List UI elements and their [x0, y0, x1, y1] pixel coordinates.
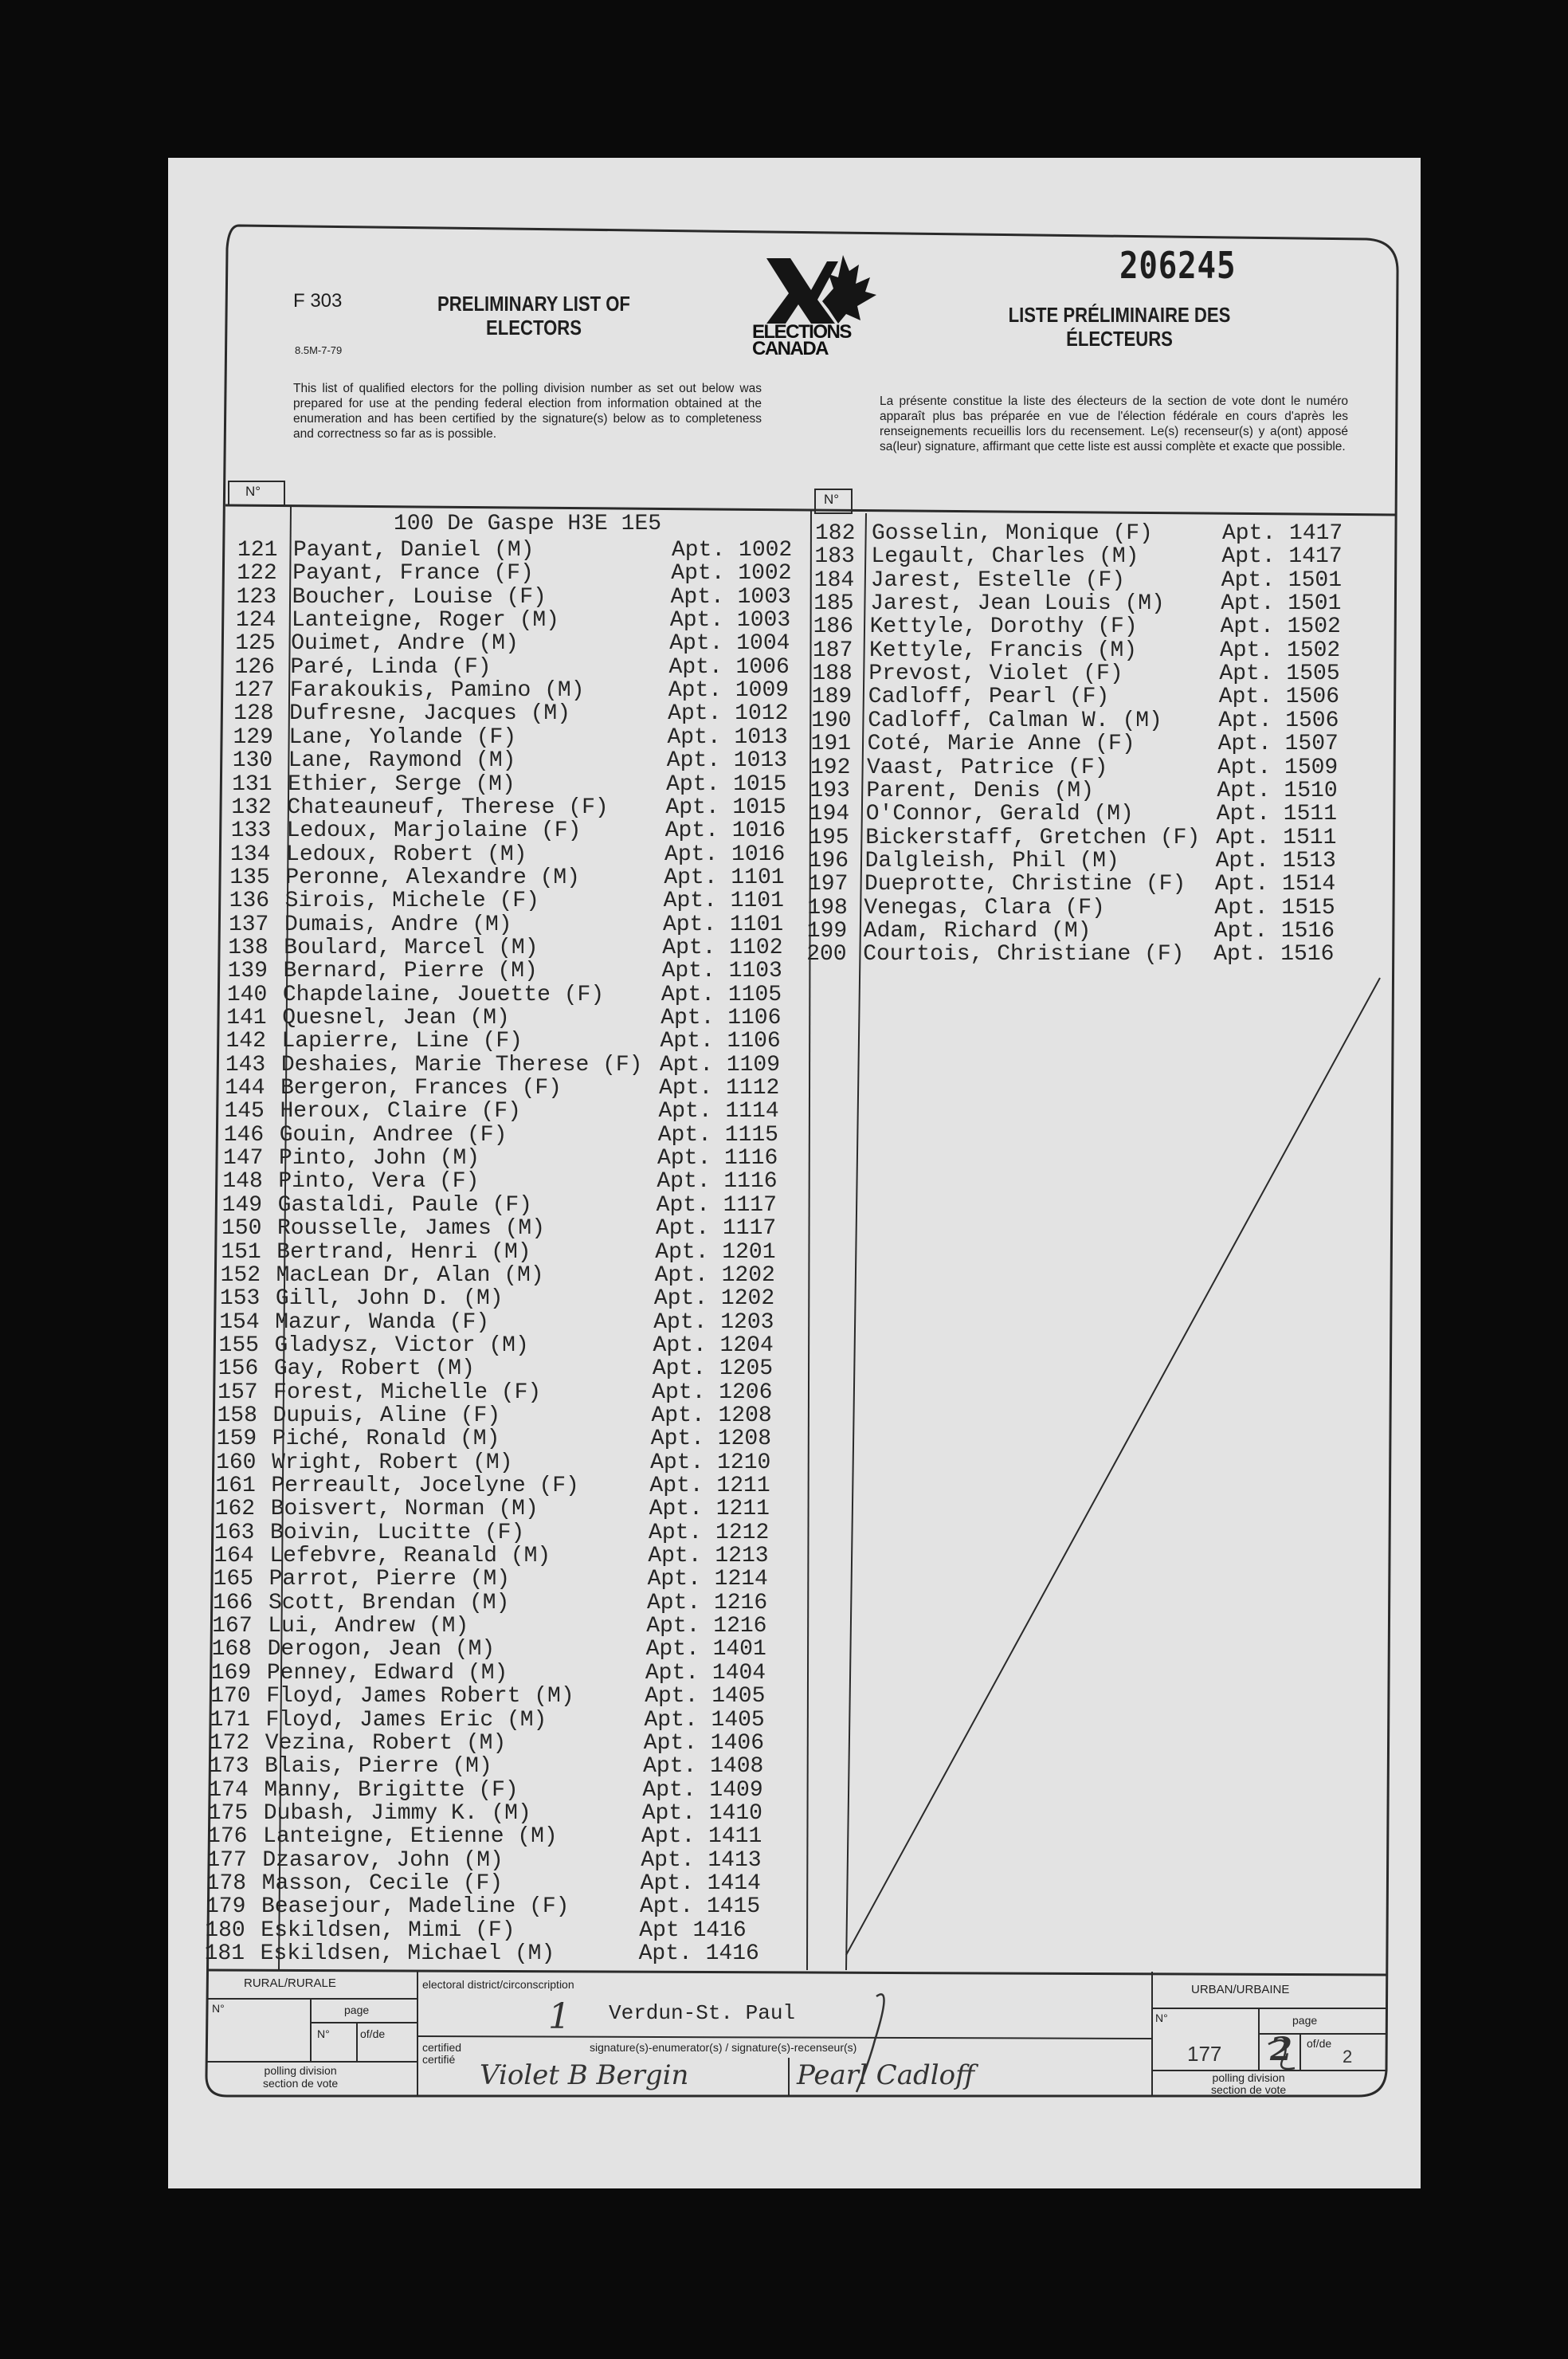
- logo-line1: ELECTIONS: [752, 321, 851, 343]
- elector-number: 142: [225, 1029, 266, 1054]
- elector-apartment: Apt. 1112: [659, 1076, 780, 1101]
- rural-page-no-label: N°: [317, 2027, 330, 2040]
- cancel-diagonal: [846, 978, 1380, 1955]
- elector-name: Ouimet, Andre (M): [291, 631, 519, 657]
- elector-apartment: Apt. 1415: [639, 1894, 761, 1920]
- elector-number: 200: [806, 942, 847, 968]
- elector-name: Pinto, John (M): [279, 1146, 480, 1172]
- elector-name: Ethier, Serge (M): [288, 771, 515, 797]
- elector-apartment: Apt. 1012: [668, 701, 789, 727]
- elector-number: 156: [218, 1356, 259, 1382]
- elector-apartment: Apt. 1016: [664, 818, 786, 844]
- certified-label: [422, 2042, 461, 2066]
- elector-name: Gill, John D. (M): [275, 1286, 504, 1312]
- elector-apartment: Apt. 1516: [1213, 942, 1335, 968]
- elector-name: Floyd, James Eric (M): [265, 1707, 547, 1733]
- polling-division-fr: section de vote: [1211, 2083, 1287, 2096]
- elector-number: 172: [209, 1730, 250, 1756]
- elector-number: 141: [226, 1006, 267, 1030]
- serial-number: 206245: [1119, 244, 1237, 287]
- elector-name: Wright, Robert (M): [272, 1450, 513, 1475]
- elector-number: 163: [214, 1520, 255, 1545]
- elector-number: 186: [813, 614, 854, 640]
- elector-number: 177: [206, 1847, 247, 1873]
- elector-apartment: Apt. 1509: [1217, 755, 1339, 780]
- elector-number: 182: [815, 521, 856, 546]
- elector-number: 167: [212, 1614, 253, 1639]
- elector-apartment: Apt. 1105: [661, 982, 782, 1007]
- elector-apartment: Apt. 1506: [1218, 685, 1340, 710]
- urban-page-label: page: [1292, 2014, 1318, 2027]
- elector-number: 150: [221, 1216, 262, 1242]
- elector-apartment: Apt. 1514: [1215, 872, 1336, 897]
- elector-apartment: Apt. 1004: [669, 631, 790, 657]
- elector-apartment: Apt. 1406: [643, 1730, 765, 1756]
- elector-name: Boivin, Lucitte (F): [270, 1520, 525, 1545]
- elector-apartment: Apt. 1101: [664, 865, 785, 890]
- elector-apartment: Apt. 1202: [653, 1286, 775, 1312]
- elector-name: Bernard, Pierre (M): [283, 959, 538, 984]
- elector-name: Gouin, Andree (F): [279, 1122, 508, 1148]
- elector-apartment: Apt. 1502: [1220, 638, 1341, 663]
- elector-apartment: Apt. 1506: [1218, 708, 1339, 733]
- elector-number: 122: [237, 561, 277, 587]
- elector-name: Bertrand, Henri (M): [276, 1239, 531, 1265]
- elector-number: 174: [208, 1777, 249, 1803]
- elector-name: Payant, France (F): [292, 561, 534, 587]
- elector-number: 152: [220, 1262, 261, 1288]
- rural-page-of-label: of/de: [360, 2027, 386, 2040]
- elector-name: Dueprotte, Christine (F): [864, 872, 1186, 897]
- elector-number: 173: [209, 1754, 249, 1780]
- elector-name: Eskildsen, Michael (M): [260, 1941, 555, 1966]
- elector-name: Kettyle, Francis (M): [869, 638, 1138, 663]
- polling-division-en: polling division: [264, 2064, 337, 2077]
- elector-name: Derogon, Jean (M): [267, 1637, 496, 1662]
- elector-number: 196: [808, 848, 849, 873]
- elector-number: 184: [813, 567, 855, 593]
- elector-name: Gay, Robert (M): [273, 1356, 475, 1382]
- elector-number: 126: [234, 654, 275, 680]
- elector-number: 168: [211, 1637, 252, 1662]
- certification-paragraph-english: This list of qualified electors for the polling division number as set out below was prepared for use at the pending federal election from information obtained at the enumeration and has been certified by the signature(s) below as to completeness and correctness so far as is possible.: [293, 382, 762, 441]
- signature-label: signature(s)-enumerator(s) / signature(s)-recenseur(s): [590, 2041, 857, 2054]
- elector-apartment: Apt 1416: [639, 1917, 747, 1943]
- elector-apartment: Apt. 1016: [664, 842, 786, 867]
- elector-number: 138: [228, 935, 269, 960]
- elector-number: 194: [809, 802, 850, 827]
- elector-apartment: Apt. 1015: [666, 771, 787, 797]
- elector-apartment: Apt. 1501: [1221, 591, 1342, 617]
- elector-number: 125: [235, 631, 276, 657]
- elector-number: 193: [809, 778, 850, 803]
- elector-number: 151: [221, 1239, 261, 1265]
- elector-name: Venegas, Clara (F): [864, 895, 1105, 920]
- elector-apartment: Apt. 1208: [650, 1427, 771, 1452]
- elector-apartment: Apt. 1216: [646, 1590, 768, 1615]
- elector-number: 198: [807, 895, 848, 920]
- elector-name: Penney, Edward (M): [266, 1660, 508, 1686]
- elector-number: 149: [221, 1192, 263, 1218]
- logo-wordmark: [752, 321, 851, 359]
- elector-name: Rousselle, James (M): [276, 1216, 546, 1242]
- urban-no-label: N°: [1155, 2012, 1168, 2024]
- elector-apartment: Apt. 1003: [669, 608, 791, 634]
- elector-name: Dumais, Andre (M): [284, 912, 512, 937]
- elector-name: Vezina, Robert (M): [265, 1730, 507, 1756]
- enumerator-signature-1: Violet B Bergin: [480, 2059, 689, 2091]
- page-total: 2: [1343, 2047, 1353, 2067]
- elector-apartment: Apt. 1211: [649, 1497, 770, 1522]
- edition-code: 8.5M-7-79: [295, 344, 343, 356]
- elector-name: Chapdelaine, Jouette (F): [282, 982, 605, 1007]
- elector-name: Peronne, Alexandre (M): [285, 865, 580, 890]
- elector-apartment: Apt. 1510: [1217, 778, 1338, 803]
- elector-apartment: Apt. 1511: [1216, 802, 1338, 827]
- polling-division-en: polling division: [1212, 2071, 1285, 2084]
- urban-polling-number: 177: [1187, 2042, 1222, 2066]
- elector-number: 185: [813, 591, 854, 617]
- elector-apartment: Apt. 1117: [656, 1192, 777, 1218]
- elector-name: Dufresne, Jacques (M): [289, 701, 571, 727]
- title-french-line2: ÉLECTEURS: [1066, 327, 1173, 351]
- elector-number: 179: [205, 1894, 246, 1920]
- elector-apartment: Apt. 1513: [1215, 848, 1336, 873]
- elector-name: Lane, Yolande (F): [288, 724, 517, 750]
- elector-name: Boisvert, Norman (M): [270, 1497, 539, 1522]
- elector-number: 154: [219, 1309, 260, 1335]
- left-no-header: N°: [245, 484, 261, 499]
- elector-apartment: Apt. 1103: [661, 959, 782, 984]
- elector-number: 132: [231, 795, 272, 820]
- title-french-line1: LISTE PRÉLIMINAIRE DES: [1008, 303, 1231, 327]
- elector-name: Quesnel, Jean (M): [282, 1006, 510, 1030]
- elector-apartment: Apt. 1417: [1222, 521, 1343, 546]
- enumerator-signature-2: Pearl Cadloff: [797, 2059, 975, 2091]
- elector-apartment: Apt. 1212: [649, 1520, 770, 1545]
- elector-apartment: Apt. 1216: [646, 1614, 767, 1639]
- elector-number: 155: [218, 1333, 259, 1358]
- title-french: [974, 303, 1265, 351]
- elector-apartment: Apt. 1015: [665, 795, 786, 820]
- elector-apartment: Apt. 1417: [1221, 544, 1343, 570]
- elector-apartment: Apt. 1502: [1220, 614, 1341, 640]
- elector-apartment: Apt. 1501: [1221, 567, 1343, 593]
- elector-apartment: Apt. 1002: [671, 561, 792, 587]
- elector-name: Eskildsen, Mimi (F): [261, 1917, 515, 1943]
- elector-apartment: Apt. 1101: [662, 912, 784, 937]
- elector-name: Payant, Daniel (M): [293, 538, 535, 563]
- form-number: F 303: [293, 290, 343, 312]
- elector-apartment: Apt. 1401: [645, 1637, 766, 1662]
- elector-apartment: Apt. 1211: [649, 1474, 770, 1498]
- certified-fr: certifié: [422, 2053, 456, 2066]
- elector-name: Parrot, Pierre (M): [269, 1567, 511, 1592]
- elector-number: 189: [811, 685, 853, 710]
- elector-apartment: Apt. 1101: [663, 889, 784, 914]
- elector-name: Jarest, Jean Louis (M): [870, 591, 1165, 617]
- elector-name: Blais, Pierre (M): [265, 1754, 492, 1780]
- elector-number: 171: [210, 1707, 250, 1733]
- elector-name: Dupuis, Aline (F): [272, 1403, 501, 1428]
- elector-apartment: Apt. 1006: [668, 654, 790, 680]
- elector-name: Cadloff, Calman W. (M): [868, 708, 1162, 733]
- elector-apartment: Apt. 1013: [667, 724, 788, 750]
- elector-number: 164: [214, 1544, 254, 1569]
- elector-apartment: Apt. 1516: [1213, 918, 1335, 944]
- building-address: 100 De Gaspe H3E 1E5: [394, 512, 662, 536]
- elector-name: Lanteigne, Etienne (M): [263, 1824, 558, 1850]
- elector-number: 192: [810, 755, 851, 780]
- elector-number: 146: [223, 1122, 265, 1148]
- logo-line2: CANADA: [752, 338, 828, 359]
- elector-apartment: Apt. 1213: [648, 1544, 769, 1569]
- elector-number: 133: [230, 818, 272, 844]
- elector-apartment: Apt. 1408: [643, 1754, 764, 1780]
- maple-leaf-x-icon: [749, 253, 892, 325]
- elector-apartment: Apt. 1416: [638, 1941, 759, 1966]
- elector-number: 161: [215, 1474, 256, 1498]
- elector-apartment: Apt. 1405: [644, 1707, 765, 1733]
- polling-division-fr: section de vote: [263, 2077, 339, 2090]
- elector-name: Bergeron, Frances (F): [280, 1076, 562, 1101]
- elector-apartment: Apt. 1009: [668, 678, 790, 704]
- elector-number: 131: [232, 771, 272, 797]
- elector-name: Paré, Linda (F): [290, 654, 492, 680]
- right-no-header: N°: [824, 492, 840, 507]
- elector-apartment: Apt. 1114: [658, 1099, 779, 1125]
- elector-apartment: Apt. 1003: [670, 584, 791, 610]
- elector-number: 166: [212, 1590, 253, 1615]
- elector-apartment: Apt. 1002: [672, 538, 793, 563]
- elector-number: 170: [210, 1684, 251, 1709]
- elector-number: 123: [236, 584, 277, 610]
- elector-apartment: Apt. 1208: [651, 1403, 772, 1428]
- page-number: 2: [1270, 2031, 1292, 2068]
- electoral-district-label: electoral district/circonscription: [422, 1978, 574, 1991]
- elector-name: Parent, Denis (M): [866, 778, 1095, 803]
- elector-apartment: Apt. 1116: [657, 1146, 778, 1172]
- elector-name: Lefebvre, Reanald (M): [269, 1544, 551, 1569]
- urban-polling-division-label: [1211, 2072, 1286, 2096]
- elector-name: Cadloff, Pearl (F): [868, 685, 1110, 710]
- elector-number: 176: [207, 1824, 248, 1850]
- elector-apartment: Apt. 1203: [653, 1309, 774, 1335]
- elector-name: Gladysz, Victor (M): [274, 1333, 529, 1358]
- elector-number: 190: [811, 708, 852, 733]
- elector-name: Mazur, Wanda (F): [275, 1309, 490, 1335]
- elector-name: Gastaldi, Paule (F): [277, 1192, 532, 1218]
- elector-apartment: Apt. 1404: [645, 1660, 766, 1686]
- rural-label: RURAL/RURALE: [244, 1976, 336, 1990]
- elector-name: Boucher, Louise (F): [292, 584, 547, 610]
- elector-apartment: Apt. 1206: [652, 1380, 773, 1405]
- rural-page-label: page: [344, 2004, 370, 2016]
- elector-number: 136: [229, 889, 270, 914]
- certification-paragraph-french: La présente constitue la liste des électeurs de la section de vote dont le numéro apparaît plus bas préparée en vue de l'élection fédérale en cours d'après les renseignements recueillis lors du recensement. Le(s) recenseur(s) y a(ont) apposé sa(leur) signature, affirmant que cette liste est aussi complète et exacte que possible.: [880, 394, 1348, 453]
- title-english: [398, 292, 669, 340]
- elector-name: Masson, Cecile (F): [261, 1870, 504, 1896]
- elector-number: 135: [229, 865, 270, 890]
- elector-number: 121: [237, 538, 278, 563]
- elector-number: 145: [224, 1099, 265, 1125]
- elector-name: Piché, Ronald (M): [272, 1427, 500, 1452]
- elector-apartment: Apt. 1204: [653, 1333, 774, 1358]
- elector-name: Jarest, Estelle (F): [870, 567, 1126, 593]
- elector-name: Dalgleish, Phil (M): [864, 848, 1119, 873]
- elector-number: 169: [210, 1660, 252, 1686]
- elector-number: 134: [230, 842, 271, 867]
- urban-page-of-label: of/de: [1307, 2037, 1332, 2050]
- elector-name: Ledoux, Marjolaine (F): [286, 818, 582, 844]
- elector-name: Lui, Andrew (M): [268, 1614, 469, 1639]
- elector-number: 143: [225, 1052, 266, 1077]
- rural-polling-division-label: [263, 2064, 338, 2090]
- elector-number: 157: [218, 1380, 258, 1405]
- elector-name: Deshaies, Marie Therese (F): [280, 1052, 643, 1077]
- elector-number: 183: [814, 544, 855, 570]
- elector-number: 139: [227, 959, 268, 984]
- elector-name: Lane, Raymond (M): [288, 748, 516, 774]
- elector-apartment: Apt. 1405: [645, 1684, 766, 1709]
- elector-number: 180: [205, 1917, 245, 1943]
- elector-name: Heroux, Claire (F): [280, 1099, 521, 1125]
- elector-apartment: Apt. 1410: [641, 1800, 762, 1826]
- elector-name: Ledoux, Robert (M): [286, 842, 527, 867]
- elector-number: 148: [222, 1169, 263, 1195]
- elector-name: O'Connor, Gerald (M): [865, 802, 1134, 827]
- elector-apartment: Apt. 1511: [1216, 825, 1337, 850]
- elector-number: 188: [812, 661, 853, 687]
- elections-canada-logo: [749, 253, 892, 365]
- elector-apartment: Apt. 1505: [1219, 661, 1340, 687]
- elector-number: 165: [213, 1567, 254, 1592]
- elector-apartment: Apt. 1507: [1217, 732, 1339, 757]
- elector-name: Legault, Charles (M): [871, 544, 1139, 570]
- elector-apartment: Apt. 1414: [640, 1870, 761, 1896]
- elector-name: Boulard, Marcel (M): [284, 935, 539, 960]
- elector-number: 140: [226, 982, 268, 1007]
- elector-apartment: Apt. 1205: [652, 1356, 774, 1382]
- elector-number: 159: [216, 1427, 257, 1452]
- district-rule: [417, 2036, 1152, 2039]
- elector-name: Sirois, Michele (F): [284, 889, 539, 914]
- elector-name: Lanteigne, Roger (M): [291, 608, 559, 634]
- elector-number: 178: [206, 1870, 247, 1896]
- elector-number: 129: [233, 724, 273, 750]
- elector-number: 160: [216, 1450, 257, 1475]
- elector-number: 195: [809, 825, 849, 850]
- elector-number: 197: [808, 872, 849, 897]
- elector-name: Bickerstaff, Gretchen (F): [865, 825, 1201, 850]
- elector-name: Manny, Brigitte (F): [264, 1777, 519, 1803]
- certified-en: certified: [422, 2041, 462, 2054]
- elector-number: 137: [228, 912, 269, 937]
- elector-name: Dubash, Jimmy K. (M): [263, 1800, 531, 1826]
- elector-apartment: Apt. 1214: [647, 1567, 768, 1592]
- elector-name: Beasejour, Madeline (F): [261, 1894, 570, 1920]
- elector-apartment: Apt. 1109: [659, 1052, 781, 1077]
- title-english-line1: PRELIMINARY LIST OF: [437, 292, 630, 316]
- elector-number: 191: [810, 732, 852, 757]
- elector-name: Vaast, Patrice (F): [867, 755, 1108, 780]
- district-name: Verdun-St. Paul: [609, 2001, 796, 2025]
- rural-no-label: N°: [212, 2002, 225, 2015]
- elector-name: Gosselin, Monique (F): [872, 521, 1153, 546]
- elector-number: 162: [214, 1497, 256, 1522]
- elector-apartment: Apt. 1409: [642, 1777, 763, 1803]
- elector-apartment: Apt. 1117: [655, 1216, 777, 1242]
- elector-name: Chateauneuf, Therese (F): [287, 795, 609, 820]
- elector-name: Lapierre, Line (F): [281, 1029, 523, 1054]
- footer-top-rule: [209, 1970, 1388, 1975]
- title-english-line2: ELECTORS: [486, 316, 582, 340]
- elector-name: Pinto, Vera (F): [278, 1169, 480, 1195]
- elector-apartment: Apt. 1115: [657, 1122, 778, 1148]
- elector-name: Kettyle, Dorothy (F): [869, 614, 1138, 640]
- elector-apartment: Apt. 1413: [641, 1847, 762, 1873]
- elector-apartment: Apt. 1102: [662, 935, 783, 960]
- elector-name: Dzasarov, John (M): [262, 1847, 504, 1873]
- elector-number: 130: [232, 748, 273, 774]
- elector-apartment: Apt. 1515: [1214, 895, 1335, 920]
- district-number: 1: [548, 1996, 570, 2037]
- elector-name: Floyd, James Robert (M): [266, 1684, 574, 1709]
- elector-number: 127: [233, 678, 275, 704]
- elector-name: Coté, Marie Anne (F): [867, 732, 1135, 757]
- elector-number: 124: [235, 608, 276, 634]
- elector-name: Forest, Michelle (F): [273, 1380, 542, 1405]
- elector-name: Farakoukis, Pamino (M): [289, 678, 585, 704]
- elector-apartment: Apt. 1411: [641, 1824, 762, 1850]
- elector-number: 158: [217, 1403, 257, 1428]
- elector-number: 199: [806, 918, 848, 944]
- elector-number: 144: [225, 1076, 265, 1101]
- elector-name: Courtois, Christiane (F): [863, 942, 1185, 968]
- elector-number: 187: [813, 638, 853, 663]
- elector-name: Scott, Brendan (M): [268, 1590, 510, 1615]
- elector-apartment: Apt. 1106: [660, 1029, 781, 1054]
- elector-number: 181: [204, 1941, 245, 1966]
- elector-apartment: Apt. 1013: [666, 748, 788, 774]
- elector-apartment: Apt. 1116: [657, 1169, 778, 1195]
- elector-apartment: Apt. 1202: [654, 1262, 775, 1288]
- elector-name: MacLean Dr, Alan (M): [276, 1262, 544, 1288]
- elector-name: Adam, Richard (M): [863, 918, 1092, 944]
- elector-number: 175: [207, 1800, 249, 1826]
- elector-number: 128: [233, 701, 274, 727]
- urban-label: URBAN/URBAINE: [1191, 1983, 1290, 1996]
- elector-apartment: Apt. 1106: [661, 1006, 782, 1030]
- elector-apartment: Apt. 1201: [655, 1239, 776, 1265]
- elector-name: Perreault, Jocelyne (F): [271, 1474, 579, 1498]
- elector-name: Prevost, Violet (F): [868, 661, 1123, 687]
- elector-apartment: Apt. 1210: [650, 1450, 771, 1475]
- elector-number: 153: [219, 1286, 261, 1312]
- elector-number: 147: [223, 1146, 264, 1172]
